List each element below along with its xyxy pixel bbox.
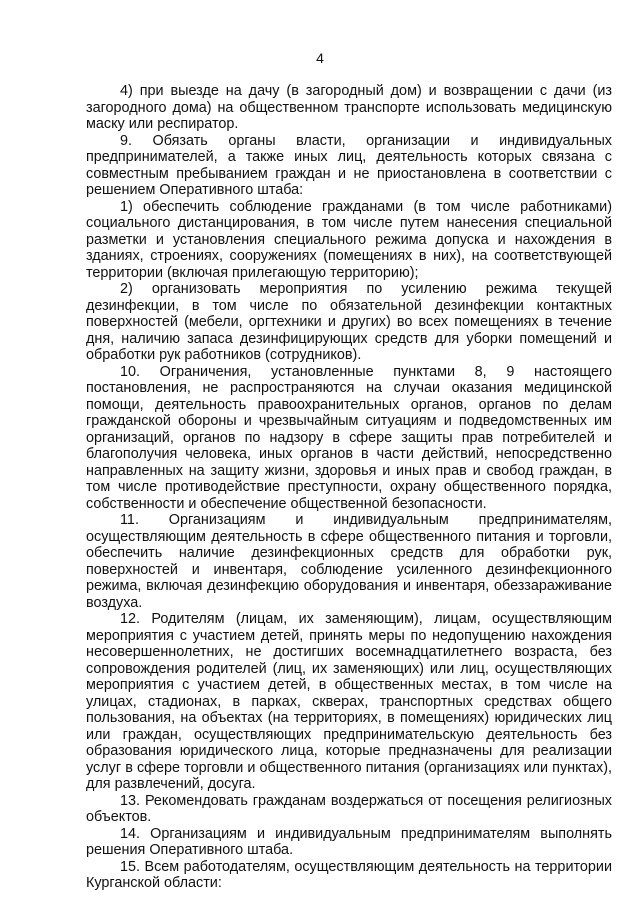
paragraph-9-1-social-distancing: 1) обеспечить соблюдение гражданами (в том числе работниками) социального дистанцирования, в том числе путем нанесения специальной разметки и установления специального режима допуска и нахождения в зданиях, строениях, сооружениях (помещениях в них), на соответствующей территории (включая прилегающую территорию);	[86, 198, 612, 281]
paragraph-4-dacha-transport: 4) при выезде на дачу (в загородный дом) и возвращении с дачи (из загородного дома) на общественном транспорте использовать медицинскую маску или респиратор.	[86, 83, 612, 132]
paragraph-13-religious-objects: 13. Рекомендовать гражданам воздержаться от посещения религиозных объектов.	[86, 792, 612, 825]
document-body	[86, 83, 612, 892]
paragraph-10-exceptions: 10. Ограничения, установленные пунктами 8, 9 настоящего постановления, не распространяются на случаи оказания медицинской помощи, деятельность правоохранительных органов, органов по делам гражданской обороны и чрезвычайным ситуациям и подведомственных им организаций, органов по надзору в сфере защиты прав потребителей и благополучия человека, иных органов в части действий, непосредственно направленных на защиту жизни, здоровья и иных прав и свобод граждан, в том числе противодействие преступности, охрану общественного порядка, собственности и обеспечение общественной безопасности.	[86, 363, 612, 512]
page-number: 4	[316, 50, 324, 66]
paragraph-9-2-disinfection: 2) организовать мероприятия по усилению режима текущей дезинфекции, в том числе по обязательной дезинфекции контактных поверхностей (мебели, оргтехники и других) во всех помещениях в течение дня, наличию запаса дезинфицирующих средств для уборки помещений и обработки рук работников (сотрудников).	[86, 281, 612, 363]
paragraph-14-operative-staff: 14. Организациям и индивидуальным предпринимателям выполнять решения Оперативного штаба.	[86, 825, 612, 858]
paragraph-15-employers: 15. Всем работодателям, осуществляющим деятельность на территории Курганской области:	[86, 858, 612, 891]
paragraph-9-obligations: 9. Обязать органы власти, организации и индивидуальных предпринимателей, а также иных лиц, деятельность которых связана с совместным пребыванием граждан и не приостановлена в соответствии с решением Оперативного штаба:	[86, 132, 612, 198]
paragraph-12-parents-children: 12. Родителям (лицам, их заменяющим), лицам, осуществляющим мероприятия с участием детей, принять меры по недопущению нахождения несовершеннолетних, не достигших восемнадцатилетнего возраста, без сопровождения родителей (лиц, их заменяющих) или лиц, осуществляющих мероприятия с участием детей, в общественных местах, в том числе на улицах, стадионах, в парках, скверах, транспортных средствах общего пользования, на объектах (на территориях, в помещениях) юридических лиц или граждан, осуществляющих предпринимательскую деятельность без образования юридического лица, которые предназначены для реализации услуг в сфере торговли и общественного питания (организациях или пунктах), для развлечений, досуга.	[86, 611, 612, 792]
paragraph-11-food-trade: 11. Организациям и индивидуальным предпринимателям, осуществляющим деятельность в сфере общественного питания и торговли, обеспечить наличие дезинфекционных средств для обработки рук, поверхностей и инвентаря, соблюдение усиленного дезинфекционного режима, включая дезинфекцию оборудования и инвентаря, обеззараживание воздуха.	[86, 512, 612, 611]
